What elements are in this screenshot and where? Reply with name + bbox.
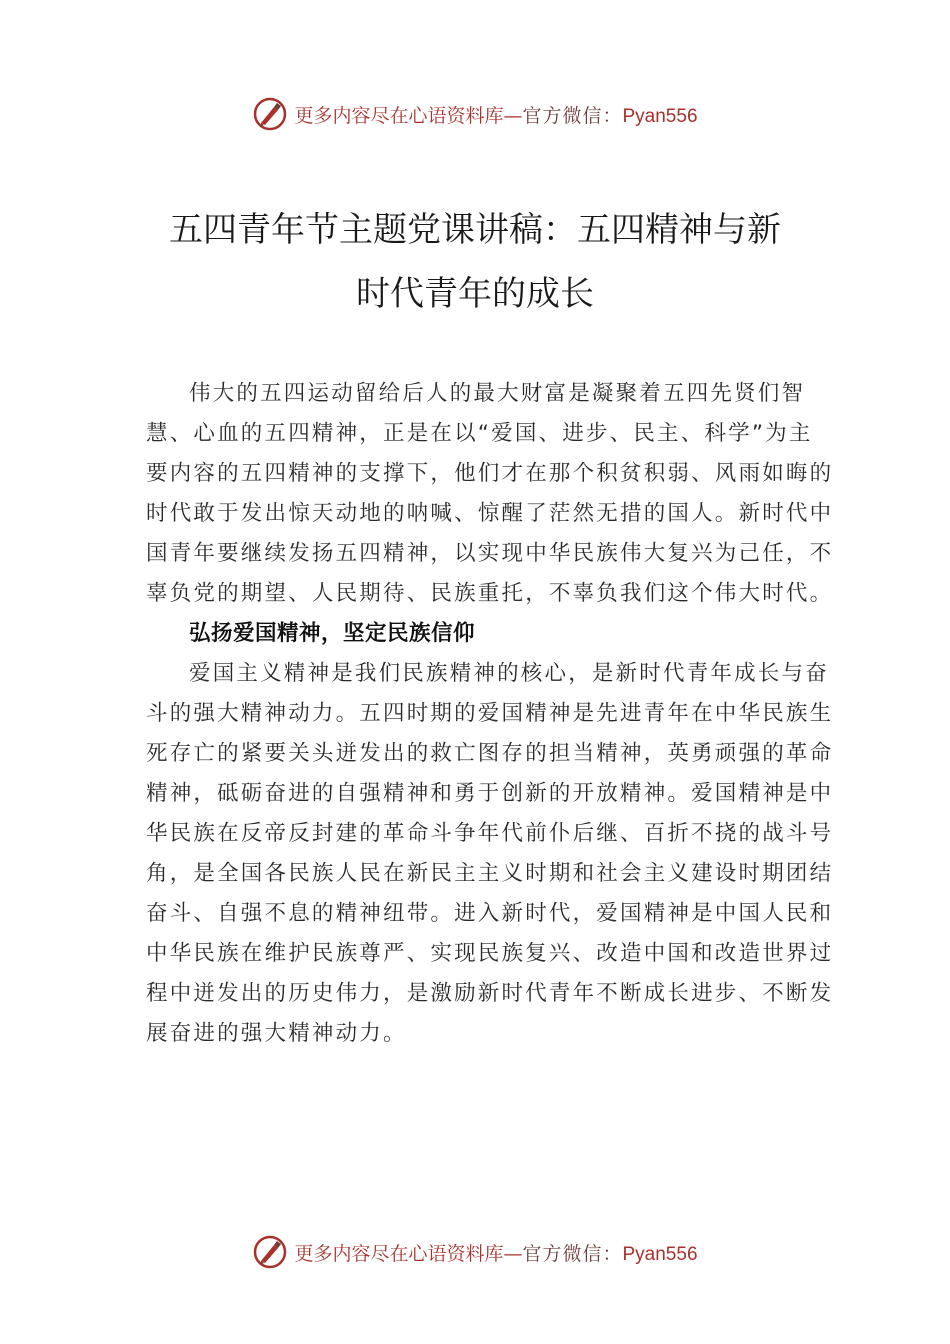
section-heading: 弘扬爱国精神，坚定民族信仰	[189, 621, 476, 646]
title-line-1: 五四青年节主题党课讲稿：五四精神与新	[169, 210, 781, 250]
document-title	[120, 198, 830, 326]
title-line-2: 时代青年的成长	[356, 274, 594, 314]
footer-banner	[0, 1232, 950, 1272]
document-body	[146, 374, 836, 1054]
banner-brand: 更多内容尽在心语资料库	[294, 1242, 504, 1265]
banner-separator: —	[503, 1242, 523, 1265]
paragraph-patriotism: 爱国主义精神是我们民族精神的核心，是新时代青年成长与奋斗的强大精神动力。五四时期的爱国精神是先进青年在中华民族生死存亡的紧要关头迸发出的救亡图存的担当精神，英勇顽强的革命精神，砥砺奋进的自强精神和勇于创新的开放精神。爱国精神是中华民族在反帝反封建的革命斗争年代前仆后继、百折不挠的战斗号角，是全国各民族人民在新民主主义时期和社会主义建设时期团结奋斗、自强不息的精神纽带。进入新时代，爱国精神是中国人民和中华民族在维护民族尊严、实现民族复兴、改造中国和改造世界过程中迸发出的历史伟力，是激励新时代青年不断成长进步、不断发展奋进的强大精神动力。	[146, 661, 834, 1046]
banner-wechat-label: 官方微信：	[522, 1242, 623, 1265]
banner-wechat-label: 官方微信：	[522, 104, 623, 127]
banner-separator: —	[503, 104, 523, 127]
pen-logo-icon	[252, 1234, 288, 1270]
banner-account: Pyan556	[622, 1243, 698, 1265]
pen-logo-icon	[252, 96, 288, 132]
banner-account: Pyan556	[622, 105, 698, 127]
header-banner	[0, 94, 950, 134]
banner-text	[294, 1239, 697, 1266]
banner-brand: 更多内容尽在心语资料库	[294, 104, 504, 127]
banner-text	[294, 101, 697, 128]
paragraph-intro: 伟大的五四运动留给后人的最大财富是凝聚着五四先贤们智慧、心血的五四精神，正是在以“爱国、进步、民主、科学”为主要内容的五四精神的支撑下，他们才在那个积贫积弱、风雨如晦的时代敢于发出惊天动地的呐喊、惊醒了茫然无措的国人。新时代中国青年要继续发扬五四精神，以实现中华民族伟大复兴为己任，不辜负党的期望、人民期待、民族重托，不辜负我们这个伟大时代。	[146, 381, 834, 606]
